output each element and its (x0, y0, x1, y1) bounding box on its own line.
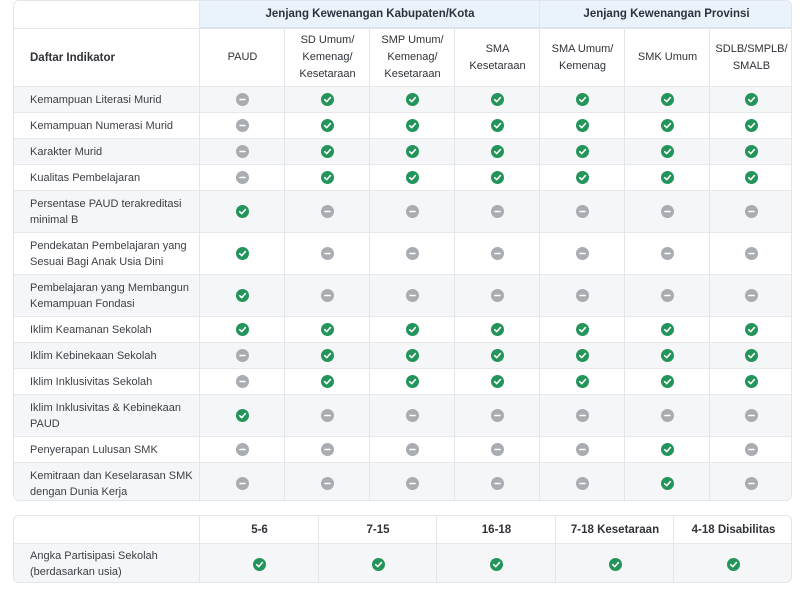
table-row (14, 462, 792, 501)
check-circle-icon (745, 375, 758, 388)
status-cell (200, 343, 285, 368)
status-cell (285, 463, 370, 501)
status-cell (710, 165, 792, 190)
minus-circle-icon (491, 443, 504, 456)
column-divider (624, 28, 625, 501)
status-cell (285, 275, 370, 316)
table-row (14, 232, 792, 274)
column-divider (369, 28, 370, 501)
check-circle-icon (661, 171, 674, 184)
status-cell (370, 369, 455, 394)
check-circle-icon (406, 171, 419, 184)
status-cell (625, 113, 710, 138)
check-circle-icon (745, 323, 758, 336)
minus-circle-icon (491, 247, 504, 260)
status-cell (370, 139, 455, 164)
minus-circle-icon (745, 409, 758, 422)
check-circle-icon (406, 375, 419, 388)
column-header (285, 29, 370, 86)
check-circle-icon (576, 93, 589, 106)
age-column-header: 4-18 Disabilitas (691, 523, 776, 536)
minus-circle-icon (661, 409, 674, 422)
table-row (14, 342, 792, 368)
status-cell (285, 165, 370, 190)
status-cell (200, 139, 285, 164)
minus-circle-icon (745, 289, 758, 302)
check-circle-icon (321, 93, 334, 106)
check-circle-icon (406, 323, 419, 336)
status-cell (710, 191, 792, 232)
status-cell (625, 437, 710, 462)
status-cell (200, 463, 285, 501)
check-circle-icon (576, 323, 589, 336)
status-cell (200, 437, 285, 462)
status-cell (285, 139, 370, 164)
status-cell (370, 191, 455, 232)
minus-circle-icon (406, 289, 419, 302)
status-cell (200, 317, 285, 342)
indicator-label: Iklim Inklusivitas & Kebinekaan PAUD (30, 401, 182, 430)
check-circle-icon (661, 477, 674, 490)
table-row (14, 368, 792, 394)
status-cell (540, 317, 625, 342)
table-row (14, 138, 792, 164)
column-divider (199, 1, 200, 501)
check-circle-icon (745, 171, 758, 184)
status-cell (710, 437, 792, 462)
minus-circle-icon (236, 443, 249, 456)
status-cell (437, 544, 556, 583)
participation-table (13, 515, 792, 583)
minus-circle-icon (745, 247, 758, 260)
check-circle-icon (372, 558, 385, 571)
check-circle-icon (253, 558, 266, 571)
minus-circle-icon (321, 247, 334, 260)
column-divider (555, 516, 556, 583)
status-cell (455, 165, 540, 190)
status-cell (540, 395, 625, 436)
table-row (14, 436, 792, 462)
status-cell (285, 191, 370, 232)
minus-circle-icon (321, 289, 334, 302)
status-cell (200, 369, 285, 394)
indicator-column-header: Daftar Indikator (30, 51, 115, 64)
status-cell (674, 544, 792, 583)
status-cell (455, 463, 540, 501)
status-cell (625, 463, 710, 501)
status-cell (319, 544, 437, 583)
minus-circle-icon (321, 443, 334, 456)
minus-circle-icon (236, 145, 249, 158)
check-circle-icon (236, 409, 249, 422)
check-circle-icon (491, 93, 504, 106)
indicator-label: Pembelajaran yang Membangun Kemampuan Fondasi (30, 281, 189, 310)
indicator-label: Kualitas Pembelajaran (30, 171, 141, 184)
age-column-header: 16-18 (481, 523, 512, 536)
indicator-matrix-table (13, 0, 792, 501)
table-row (14, 274, 792, 316)
status-cell (455, 113, 540, 138)
status-cell (285, 113, 370, 138)
status-cell (625, 233, 710, 274)
status-cell (710, 343, 792, 368)
minus-circle-icon (576, 443, 589, 456)
status-cell (370, 395, 455, 436)
status-cell (200, 395, 285, 436)
check-circle-icon (406, 349, 419, 362)
column-divider (284, 28, 285, 501)
status-cell (540, 437, 625, 462)
participation-label: Angka Partisipasi Sekolah (berdasarkan usia) (30, 550, 158, 578)
column-header-label: SD Umum/ Kemenag/ Kesetaraan (299, 34, 356, 80)
status-cell (455, 395, 540, 436)
minus-circle-icon (491, 205, 504, 218)
status-cell (540, 191, 625, 232)
status-cell (370, 437, 455, 462)
check-circle-icon (576, 375, 589, 388)
minus-circle-icon (745, 477, 758, 490)
minus-circle-icon (321, 205, 334, 218)
status-cell (710, 87, 792, 112)
column-header (625, 29, 710, 86)
table-row (14, 86, 792, 112)
status-cell (540, 113, 625, 138)
status-cell (370, 113, 455, 138)
status-cell (370, 343, 455, 368)
check-circle-icon (745, 349, 758, 362)
minus-circle-icon (491, 409, 504, 422)
status-cell (625, 139, 710, 164)
minus-circle-icon (406, 443, 419, 456)
age-column-header: 5-6 (251, 523, 268, 536)
check-circle-icon (576, 145, 589, 158)
status-cell (370, 317, 455, 342)
status-cell (540, 139, 625, 164)
minus-circle-icon (745, 205, 758, 218)
status-cell (710, 139, 792, 164)
status-cell (455, 139, 540, 164)
minus-circle-icon (236, 477, 249, 490)
check-circle-icon (661, 145, 674, 158)
status-cell (200, 113, 285, 138)
age-column-header: 7-15 (366, 523, 390, 536)
status-cell (285, 233, 370, 274)
check-circle-icon (576, 349, 589, 362)
indicator-label: Karakter Murid (30, 145, 103, 158)
check-circle-icon (491, 171, 504, 184)
column-divider (454, 28, 455, 501)
status-cell (710, 317, 792, 342)
check-circle-icon (745, 93, 758, 106)
table-row (14, 164, 792, 190)
column-header (710, 29, 792, 86)
check-circle-icon (576, 171, 589, 184)
check-circle-icon (661, 119, 674, 132)
check-circle-icon (491, 349, 504, 362)
age-column-header: 7-18 Kesetaraan (570, 523, 660, 536)
column-divider (199, 516, 200, 583)
minus-circle-icon (661, 289, 674, 302)
column-header-label: SMK Umum (637, 51, 698, 63)
check-circle-icon (321, 375, 334, 388)
check-circle-icon (406, 119, 419, 132)
check-circle-icon (406, 145, 419, 158)
minus-circle-icon (406, 477, 419, 490)
check-circle-icon (576, 119, 589, 132)
minus-circle-icon (321, 409, 334, 422)
status-cell (285, 317, 370, 342)
minus-circle-icon (576, 247, 589, 260)
status-cell (455, 275, 540, 316)
minus-circle-icon (406, 409, 419, 422)
status-cell (455, 87, 540, 112)
status-cell (370, 87, 455, 112)
minus-circle-icon (236, 375, 249, 388)
table-row (14, 394, 792, 436)
column-divider (318, 516, 319, 583)
column-header (455, 29, 540, 86)
column-divider (709, 28, 710, 501)
indicator-label: Persentase PAUD terakreditasi minimal B (30, 197, 182, 226)
status-cell (625, 395, 710, 436)
status-cell (455, 233, 540, 274)
minus-circle-icon (576, 409, 589, 422)
minus-circle-icon (321, 477, 334, 490)
column-divider (436, 516, 437, 583)
check-circle-icon (236, 289, 249, 302)
indicator-label: Penyerapan Lulusan SMK (30, 443, 158, 456)
status-cell (455, 343, 540, 368)
indicator-label: Kemitraan dan Keselarasan SMK dengan Dunia Kerja (30, 469, 193, 498)
status-cell (285, 343, 370, 368)
status-cell (625, 343, 710, 368)
check-circle-icon (490, 558, 503, 571)
status-cell (625, 369, 710, 394)
column-header-row (14, 28, 792, 86)
minus-circle-icon (576, 205, 589, 218)
column-header-label: PAUD (227, 51, 258, 63)
status-cell (625, 275, 710, 316)
status-cell (285, 437, 370, 462)
status-cell (540, 233, 625, 274)
status-cell (455, 191, 540, 232)
status-cell (625, 87, 710, 112)
minus-circle-icon (576, 477, 589, 490)
minus-circle-icon (661, 247, 674, 260)
indicator-label: Kemampuan Literasi Murid (30, 93, 162, 106)
group-header-provinsi: Jenjang Kewenangan Provinsi (540, 1, 792, 28)
check-circle-icon (661, 323, 674, 336)
status-cell (455, 437, 540, 462)
table-row (14, 112, 792, 138)
check-circle-icon (727, 558, 740, 571)
participation-header-row (14, 516, 792, 543)
status-cell (370, 463, 455, 501)
minus-circle-icon (236, 93, 249, 106)
status-cell (710, 395, 792, 436)
status-cell (625, 165, 710, 190)
column-header-label: SMA Umum/ Kemenag (551, 42, 614, 72)
check-circle-icon (236, 323, 249, 336)
status-cell (710, 233, 792, 274)
check-circle-icon (661, 443, 674, 456)
status-cell (200, 275, 285, 316)
check-circle-icon (406, 93, 419, 106)
status-cell (710, 369, 792, 394)
check-circle-icon (321, 171, 334, 184)
minus-circle-icon (745, 443, 758, 456)
status-cell (370, 165, 455, 190)
indicator-label: Pendekatan Pembelajaran yang Sesuai Bagi Anak Usia Dini (30, 239, 187, 268)
status-cell (540, 463, 625, 501)
status-cell (710, 275, 792, 316)
check-circle-icon (491, 119, 504, 132)
column-divider (539, 1, 540, 501)
minus-circle-icon (236, 119, 249, 132)
column-header (540, 29, 625, 86)
column-header-label: SMP Umum/ Kemenag/ Kesetaraan (381, 34, 444, 80)
minus-circle-icon (406, 205, 419, 218)
check-circle-icon (661, 93, 674, 106)
minus-circle-icon (491, 289, 504, 302)
status-cell (710, 113, 792, 138)
check-circle-icon (745, 119, 758, 132)
status-cell (455, 369, 540, 394)
status-cell (200, 233, 285, 274)
minus-circle-icon (406, 247, 419, 260)
minus-circle-icon (661, 205, 674, 218)
status-cell (540, 369, 625, 394)
indicator-label: Kemampuan Numerasi Murid (30, 119, 174, 132)
check-circle-icon (321, 349, 334, 362)
status-cell (285, 87, 370, 112)
header-corner (14, 1, 200, 28)
column-header (370, 29, 455, 86)
column-header-label: SDLB/SMPLB/ SMALB (715, 42, 788, 72)
column-divider (673, 516, 674, 583)
status-cell (200, 165, 285, 190)
status-cell (540, 87, 625, 112)
indicator-label: Iklim Inklusivitas Sekolah (30, 375, 153, 388)
table-row (14, 316, 792, 342)
indicator-label: Iklim Keamanan Sekolah (30, 323, 152, 336)
participation-row (14, 543, 792, 583)
check-circle-icon (661, 375, 674, 388)
column-header (200, 29, 285, 86)
minus-circle-icon (576, 289, 589, 302)
minus-circle-icon (236, 171, 249, 184)
status-cell (200, 87, 285, 112)
check-circle-icon (745, 145, 758, 158)
minus-circle-icon (236, 349, 249, 362)
table-row (14, 190, 792, 232)
status-cell (540, 343, 625, 368)
check-circle-icon (321, 323, 334, 336)
check-circle-icon (491, 375, 504, 388)
status-cell (200, 544, 319, 583)
check-circle-icon (236, 247, 249, 260)
status-cell (625, 191, 710, 232)
status-cell (370, 233, 455, 274)
minus-circle-icon (491, 477, 504, 490)
status-cell (625, 317, 710, 342)
status-cell (370, 275, 455, 316)
status-cell (540, 275, 625, 316)
column-header-label: SMA Kesetaraan (469, 42, 526, 72)
group-header-kabupaten-kota: Jenjang Kewenangan Kabupaten/Kota (200, 1, 540, 28)
check-circle-icon (321, 119, 334, 132)
status-cell (285, 395, 370, 436)
check-circle-icon (321, 145, 334, 158)
status-cell (200, 191, 285, 232)
check-circle-icon (491, 145, 504, 158)
status-cell (556, 544, 674, 583)
status-cell (285, 369, 370, 394)
status-cell (540, 165, 625, 190)
check-circle-icon (491, 323, 504, 336)
status-cell (710, 463, 792, 501)
check-circle-icon (236, 205, 249, 218)
status-cell (455, 317, 540, 342)
check-circle-icon (609, 558, 622, 571)
indicator-label: Iklim Kebinekaan Sekolah (30, 349, 157, 362)
check-circle-icon (661, 349, 674, 362)
